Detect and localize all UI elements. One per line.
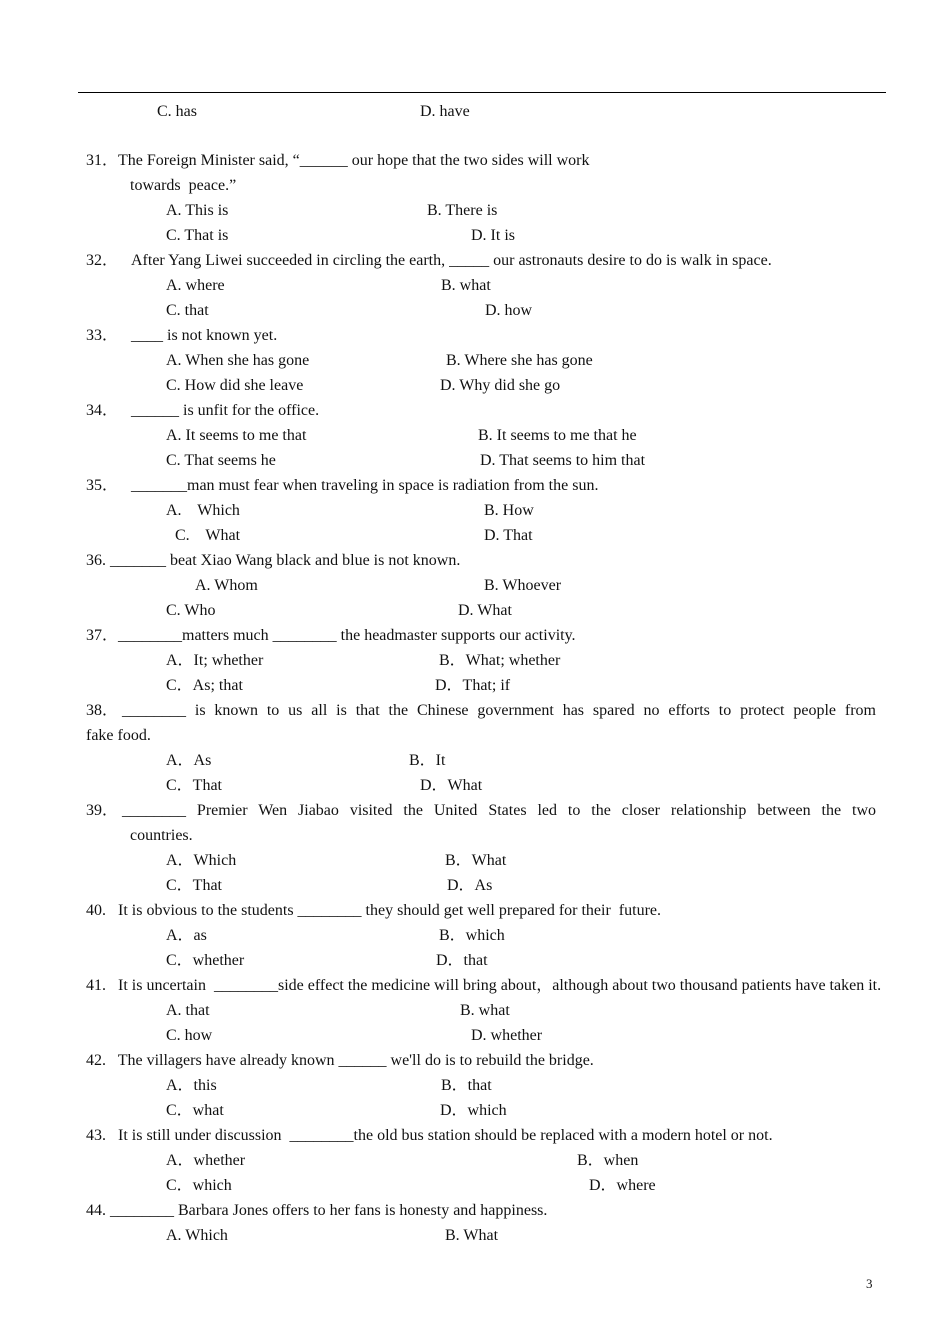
option-b: B．What; whether [439,652,561,669]
option-d: D. That seems to him that [480,452,646,469]
page-number: 3 [866,1276,873,1291]
question-number: 32． [86,252,119,269]
option-c: C．That [166,777,222,794]
question-44: 44. ________ Barbara Jones offers to her fans is honesty and happiness. [86,1202,548,1219]
option-d: D．As [447,877,493,894]
question-41: 41. It is uncertain ________side effect the medicine will bring about，although about two thousand patients have taken it. [86,977,882,994]
option-d: D．which [440,1102,507,1119]
option-a: A. Which [166,1227,228,1244]
option-b: B. What [445,1227,499,1244]
question-number: 33． [86,327,119,344]
option-a: A. that [166,1002,210,1019]
question-38-continued: fake food. [86,727,151,744]
option-a: A．Which [166,852,237,869]
question-35: _______man must fear when traveling in space is radiation from the sun. [131,477,599,494]
option-b: B. what [460,1002,510,1019]
question-number: 39． [86,802,119,819]
option-b: B. Whoever [484,577,562,594]
option-d: D. What [458,602,512,619]
option-c: C. That seems he [166,452,276,469]
question-number: 34． [86,402,119,419]
option-d: D. whether [471,1027,543,1044]
question-38: ________ is known to us all is that the Chinese government has spared no efforts to protect people from [122,702,876,719]
option-d: D．where [589,1177,656,1194]
option-b: B．It [409,752,446,769]
option-d: D．that [436,952,488,969]
option-a: A. Which [166,502,240,519]
option-a: A．as [166,927,207,944]
question-number: 38． [86,702,119,719]
option-a: A. When she has gone [166,352,310,369]
option-b: B. It seems to me that he [478,427,637,444]
option-c: C．whether [166,952,245,969]
option-d: D．That; if [435,677,511,694]
option-b: B. How [484,502,534,519]
question-39: ________ Premier Wen Jiabao visited the United States led to the closer relationship between the two [122,802,876,819]
option-c: C. How did she leave [166,377,304,394]
option-d: D. That [484,527,533,544]
question-37: 37．________matters much ________ the headmaster supports our activity. [86,627,576,644]
question-33: ____ is not known yet. [131,327,278,344]
option-d: D. Why did she go [440,377,561,394]
option-c: C. What [175,527,241,544]
option-c: C. that [166,302,209,319]
question-43: 43. It is still under discussion ________the old bus station should be replaced with a modern hotel or not. [86,1127,773,1144]
option-b: B．What [445,852,507,869]
option-d: D. have [420,103,470,120]
question-31-continued: towards peace.” [130,177,237,194]
option-a: A．As [166,752,212,769]
question-number: 35． [86,477,119,494]
option-c: C. how [166,1027,213,1044]
option-b: B. what [441,277,491,294]
question-32: After Yang Liwei succeeded in circling the earth, _____ our astronauts desire to do is walk in space. [131,252,772,269]
question-36: 36. _______ beat Xiao Wang black and blue is not known. [86,552,461,569]
option-a: A. Whom [195,577,258,594]
option-c: C．which [166,1177,232,1194]
option-a: A．this [166,1077,217,1094]
question-34: ______ is unfit for the office. [131,402,320,419]
question-40: 40. It is obvious to the students ________ they should get well prepared for their future. [86,902,662,919]
option-d: D. It is [471,227,515,244]
question-31: 31．The Foreign Minister said, “______ our hope that the two sides will work [86,152,590,169]
option-c: C．As; that [166,677,243,694]
question-39-continued: countries. [130,827,193,844]
option-a: A. This is [166,202,229,219]
option-a: A. where [166,277,225,294]
option-a: A．whether [166,1152,246,1169]
option-c: C．That [166,877,222,894]
option-c: C. has [157,103,197,120]
option-c: C．what [166,1102,224,1119]
header-rule [78,92,886,93]
option-a: A．It; whether [166,652,264,669]
option-b: B．when [577,1152,639,1169]
option-d: D. how [485,302,533,319]
option-c: C. Who [166,602,216,619]
option-c: C. That is [166,227,229,244]
option-d: D．What [420,777,483,794]
question-42: 42. The villagers have already known ______ we'll do is to rebuild the bridge. [86,1052,594,1069]
option-b: B. There is [427,202,498,219]
option-b: B．that [441,1077,492,1094]
option-a: A. It seems to me that [166,427,307,444]
option-b: B．which [439,927,505,944]
option-b: B. Where she has gone [446,352,593,369]
